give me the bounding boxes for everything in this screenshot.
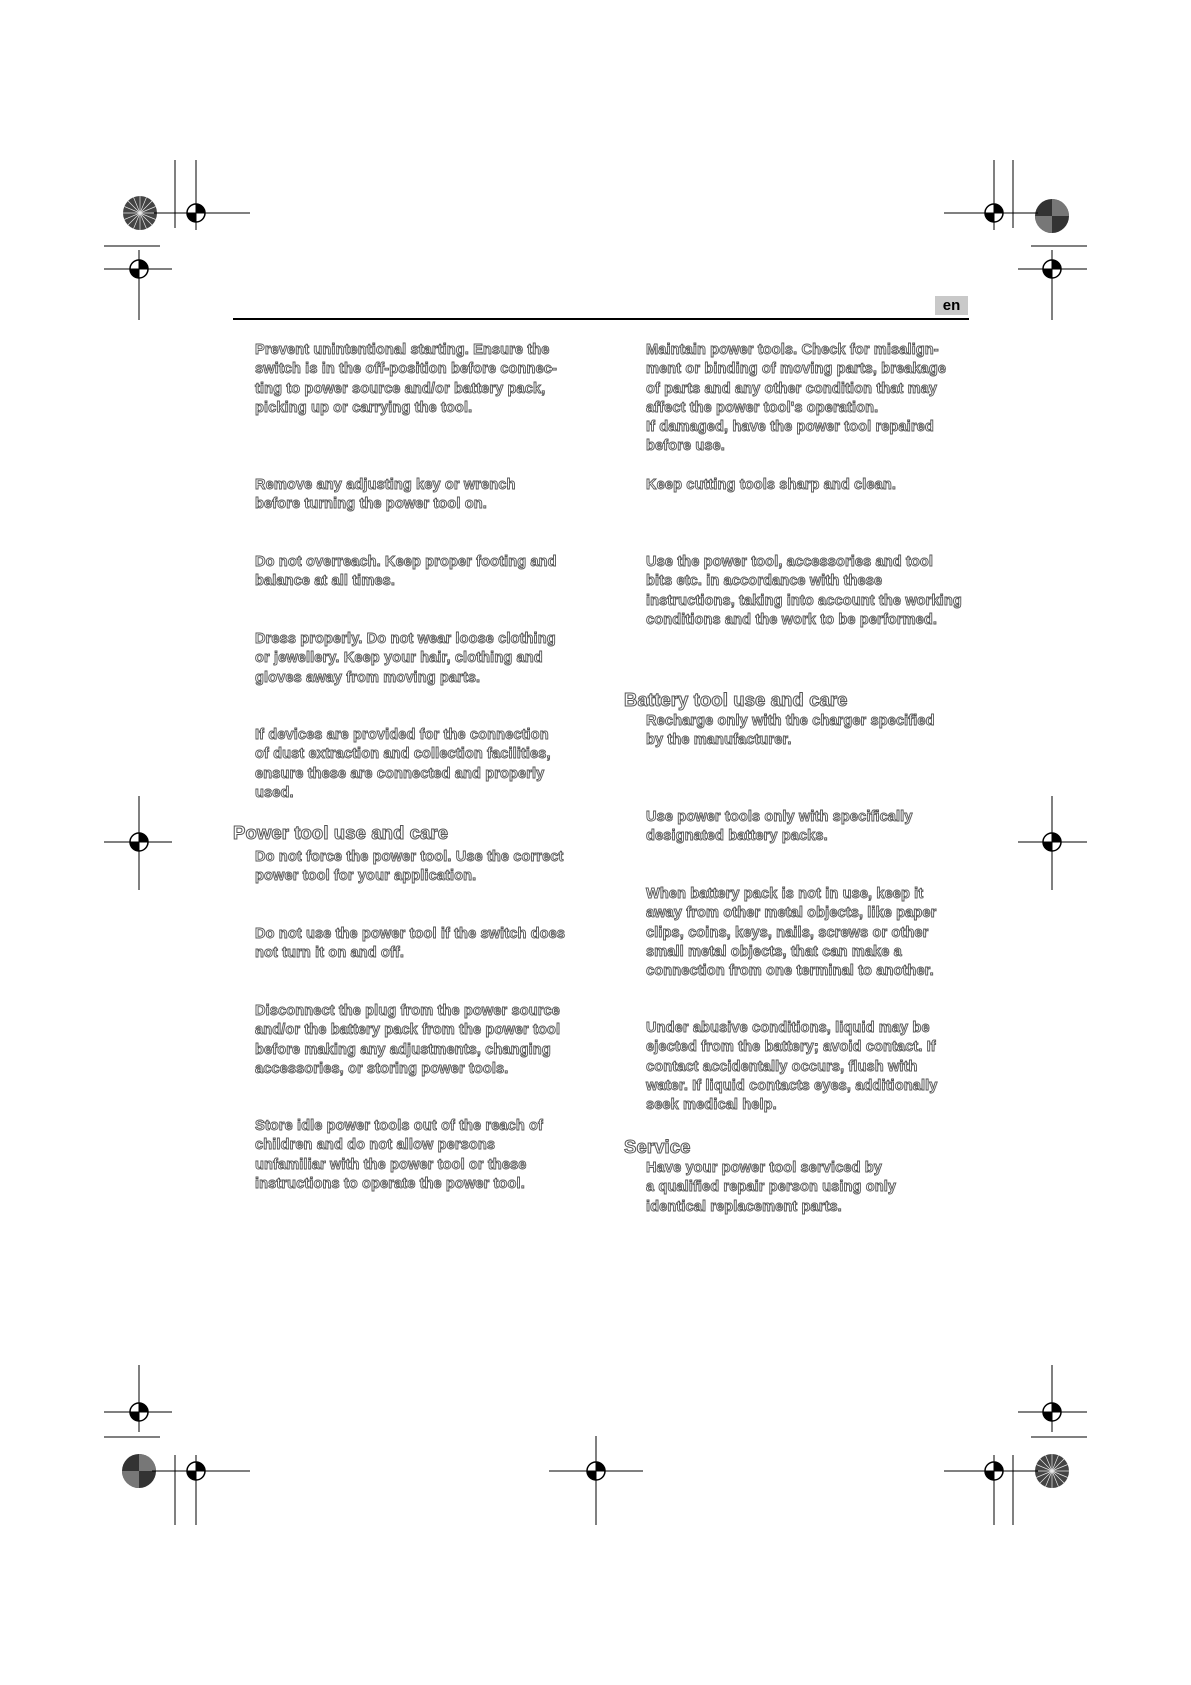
left-section-paragraph-1: Do not force the power tool. Use the correct power tool for your application. — [255, 849, 564, 885]
left-paragraph-5: If devices are provided for the connection of dust extraction and collection facilities, ensure these are connected and properly used. — [255, 727, 551, 801]
battery-paragraph-2: Use power tools only with specifically designated battery packs. — [646, 809, 913, 845]
right-paragraph-2: Keep cutting tools sharp and clean. — [646, 477, 897, 493]
left-paragraph-4: Dress properly. Do not wear loose clothing or jewellery. Keep your hair, clothing and gloves away from moving parts. — [255, 631, 556, 686]
language-badge: en — [935, 296, 968, 315]
left-section-paragraph-3: Disconnect the plug from the power source and/or the battery pack from the power tool before making any adjustments, changing accessories, or storing power tools. — [255, 1003, 561, 1077]
header-rule — [233, 318, 969, 320]
left-paragraph-2: Remove any adjusting key or wrench before turning the power tool on. — [255, 477, 516, 513]
section-heading-battery: Battery tool use and care — [624, 689, 848, 710]
battery-paragraph-4: Under abusive conditions, liquid may be ejected from the battery; avoid contact. If contact accidentally occurs, flush with water. If liquid contacts eyes, additionally seek medical help. — [646, 1020, 938, 1114]
right-paragraph-3: Use the power tool, accessories and tool bits etc. in accordance with these instructions, taking into account the working conditions and the work to be performed. — [646, 554, 962, 628]
right-paragraph-1: Maintain power tools. Check for misalign- ment or binding of moving parts, breakage of parts and any other condition that may affect the power tool's operation. If damaged, have the power tool repaired before use. — [646, 342, 947, 455]
left-section-paragraph-4: Store idle power tools out of the reach of children and do not allow persons unfamiliar with the power tool or these instructions to operate the power tool. — [255, 1118, 543, 1192]
service-paragraph-1: Have your power tool serviced by a qualified repair person using only identical replacement parts. — [646, 1160, 897, 1215]
section-heading-service: Service — [624, 1136, 691, 1157]
battery-paragraph-1: Recharge only with the charger specified by the manufacturer. — [646, 713, 935, 749]
left-section-paragraph-2: Do not use the power tool if the switch does not turn it on and off. — [255, 926, 566, 962]
section-heading-power-tool: Power tool use and care — [233, 822, 449, 843]
battery-paragraph-3: When battery pack is not in use, keep it away from other metal objects, like paper clips, coins, keys, nails, screws or other small metal objects, that can make a connection from one terminal to another. — [646, 886, 937, 980]
left-paragraph-3: Do not overreach. Keep proper footing and balance at all times. — [255, 554, 557, 590]
left-paragraph-1: Prevent unintentional starting. Ensure the switch is in the off-position before connec- ting to power source and/or battery pack, picking up or carrying the tool. — [255, 342, 557, 416]
